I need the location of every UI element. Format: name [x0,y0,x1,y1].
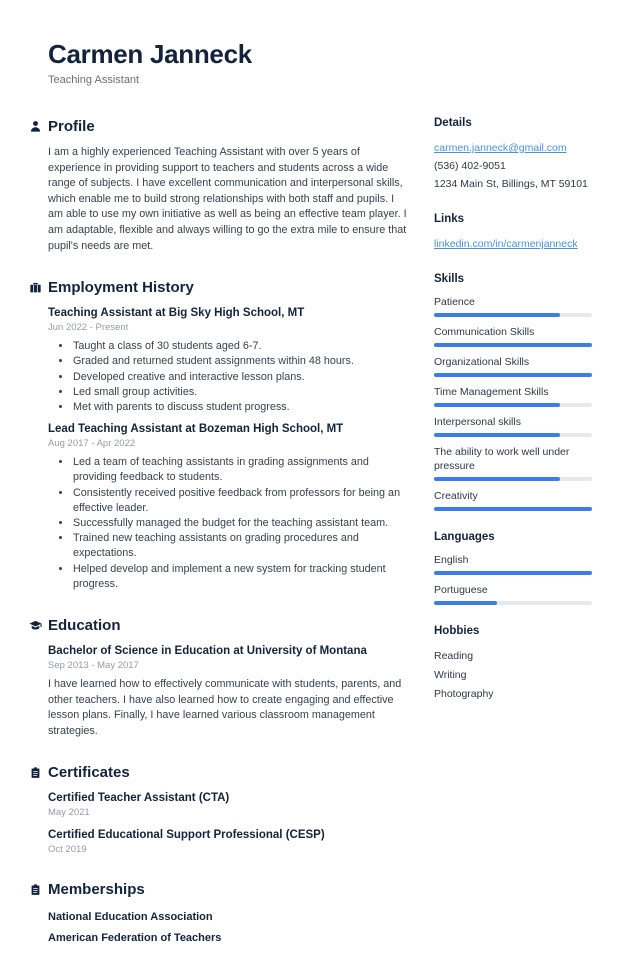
job-bullet: • Consistently received positive feedback from professors for being an effective leader. [72,486,408,516]
email-link[interactable]: carmen.janneck@gmail.com [434,142,567,154]
languages-heading: Languages [434,531,495,543]
languages-section [434,531,592,605]
language-item [434,553,592,575]
details-section [434,117,592,193]
job-bullet: • Trained new teaching assistants on grading procedures and expectations. [72,531,408,561]
links-section [434,213,592,253]
skill-label: Patience [434,296,475,308]
hobby-entry: Reading [434,650,474,662]
certificates-heading: Certificates [48,764,130,782]
education-section [48,616,408,739]
resume-header [48,38,592,87]
skill-label: Creativity [434,490,478,502]
language-bar [434,571,592,575]
job-bullet: • Graded and returned student assignments within 48 hours. [72,354,408,369]
links-heading: Links [434,213,465,225]
person-job-title: Teaching Assistant [48,74,140,86]
education-entry [48,644,408,739]
clipboard-icon [29,883,42,896]
skill-label: The ability to work well under pressure [434,446,570,472]
hobbies-heading: Hobbies [434,625,480,637]
skill-bar [434,433,592,437]
profile-heading: Profile [48,118,95,135]
postal-address: 1234 Main St, Billings, MT 59101 [434,178,588,190]
language-bar [434,601,592,605]
job-dates: Jun 2022 - Present [48,322,129,334]
skill-bar [434,477,592,481]
job-bullet: • Helped develop and implement a new system for tracking student progress. [72,562,408,592]
job-bullet-list [48,455,408,592]
certificate-dates: Oct 2019 [48,844,87,856]
skill-bar-fill [434,313,560,317]
language-label: English [434,554,469,566]
language-bar-fill [434,571,592,575]
hobbies-section [434,625,592,704]
membership-entry: American Federation of Teachers [48,932,222,945]
degree-title: Bachelor of Science in Education at University of Montana [48,645,367,657]
skill-label: Interpersonal skills [434,416,521,428]
hobby-entry: Writing [434,669,467,681]
skill-bar [434,403,592,407]
language-bar-fill [434,601,497,605]
skill-bar-fill [434,433,560,437]
skill-item [434,415,592,437]
skill-item [434,295,592,317]
language-item [434,583,592,605]
linkedin-link[interactable]: linkedin.com/in/carmenjanneck [434,238,578,250]
clipboard-icon [29,766,42,779]
profile-summary: I am a highly experienced Teaching Assistant with over 5 years of experience in providing support to teachers and students across a wide range of subjects. I have excellent communication and interpersonal skills, which enable me to build strong relationships with both staff and pupils. I am able to use my own initiative as well as being an effective team player. I am adaptable, flexible and always willing to go the extra mile to ensure that pupil's needs are met. [48,146,407,252]
memberships-section [48,880,408,948]
degree-dates: Sep 2013 - May 2017 [48,660,139,671]
skill-item [434,325,592,347]
job-bullet: • Led small group activities. [72,385,408,400]
employment-section [48,278,408,592]
job-title: Lead Teaching Assistant at Bozeman High School, MT [48,423,344,436]
skill-bar [434,373,592,377]
main-column [48,117,434,972]
skills-heading: Skills [434,273,465,285]
details-heading: Details [434,117,472,129]
sidebar-column [434,117,592,972]
skill-bar [434,313,592,317]
skill-item [434,445,592,481]
memberships-heading: Memberships [48,881,145,899]
job-entry [48,306,408,415]
certificates-section [48,763,408,856]
skill-item [434,489,592,511]
language-label: Portuguese [434,584,488,596]
certificate-entry [48,791,408,819]
job-bullet: • Met with parents to discuss student progress. [72,400,408,415]
job-entry [48,422,408,592]
skill-bar-fill [434,507,592,511]
skill-item [434,385,592,407]
skills-section [434,273,592,511]
education-heading: Education [48,617,121,634]
job-bullet-list [48,339,408,415]
skill-label: Time Management Skills [434,386,549,398]
profile-section [48,117,408,254]
skill-bar [434,507,592,511]
skill-item [434,355,592,377]
skill-bar-fill [434,343,592,347]
membership-entry: National Education Association [48,911,213,924]
certificate-dates: May 2021 [48,807,90,819]
graduation-cap-icon [29,619,42,632]
job-dates: Aug 2017 - Apr 2022 [48,438,136,450]
degree-description: I have learned how to effectively communicate with students, parents, and other teachers. I have also learned how to create engaging and effective lesson plans. Finally, I have learned various classroom management strategies. [48,678,402,737]
skill-label: Communication Skills [434,326,535,338]
person-name: Carmen Janneck [48,39,252,69]
job-bullet: • Taught a class of 30 students aged 6-7. [72,339,408,354]
hobby-entry: Photography [434,688,494,700]
job-title: Teaching Assistant at Big Sky High School, MT [48,307,305,320]
job-bullet: • Led a team of teaching assistants in grading assignments and providing feedback to students. [72,455,408,485]
skill-bar [434,343,592,347]
skill-label: Organizational Skills [434,356,530,368]
skill-bar-fill [434,373,592,377]
user-icon [29,120,42,133]
employment-heading: Employment History [48,279,194,297]
briefcase-icon [29,281,42,294]
certificate-title: Certified Teacher Assistant (CTA) [48,792,230,805]
certificate-title: Certified Educational Support Professional (CESP) [48,829,325,842]
certificate-entry [48,828,408,856]
job-bullet: • Successfully managed the budget for the teaching assistant team. [72,516,408,531]
skill-bar-fill [434,403,560,407]
job-bullet: • Developed creative and interactive lesson plans. [72,370,408,385]
phone-number: (536) 402-9051 [434,160,506,172]
skill-bar-fill [434,477,560,481]
